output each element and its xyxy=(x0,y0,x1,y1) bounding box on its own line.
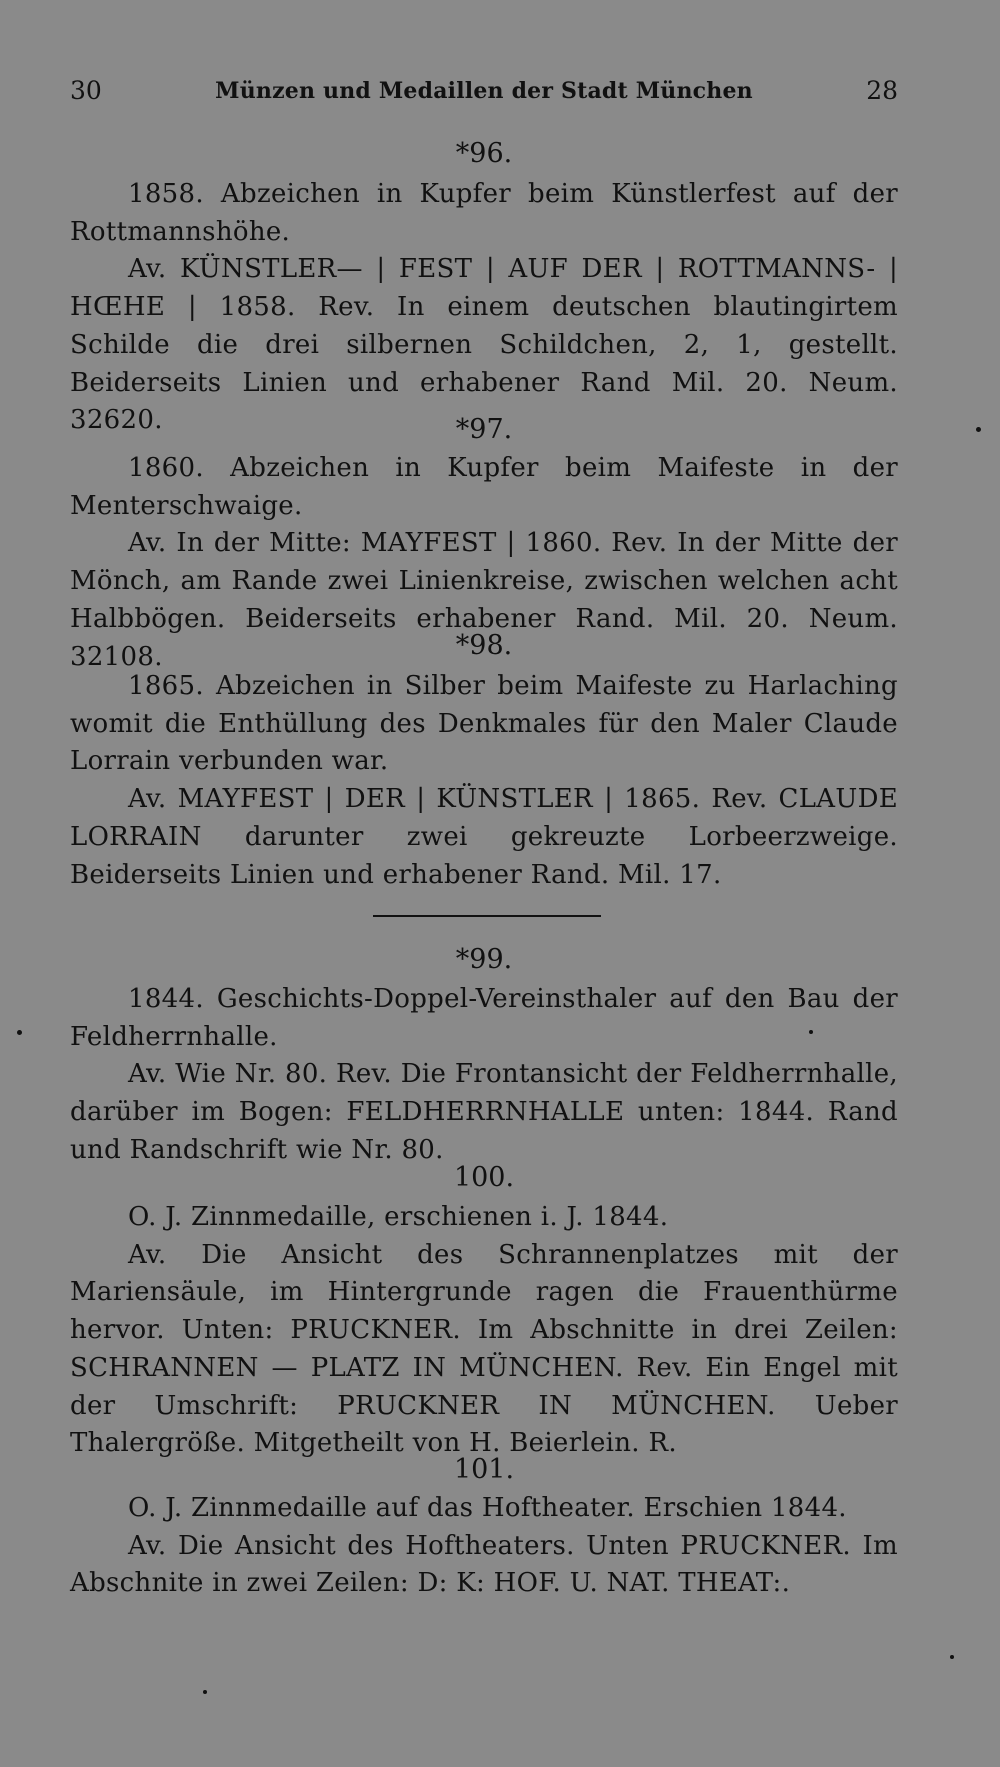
scan-speck xyxy=(809,1030,813,1034)
running-title: Münzen und Medaillen der Stadt München xyxy=(215,78,753,104)
entry-description: 1844. Geschichts-Doppel-Vereinsthaler auf den Bau der Feldherrnhalle. xyxy=(70,984,898,1052)
entry-obverse-reverse: Av. KÜNSTLER— | FEST | AUF DER | ROTTMANNS- | HŒHE | 1858. Rev. In einem deutschen blautingirtem Schilde die drei silbernen Schildchen, 2, 1, gestellt. Beiderseits Linien und erhabener Rand Mil. 20. Neum. 32620. xyxy=(70,254,898,436)
page-header xyxy=(70,76,898,116)
scan-speck xyxy=(203,1690,207,1694)
entry-100 xyxy=(70,1160,898,1196)
entry-description: O. J. Zinnmedaille, erschienen i. J. 1844. xyxy=(128,1202,669,1232)
entry-96 xyxy=(70,136,898,172)
entry-number: 101. xyxy=(453,1454,515,1485)
entry-98-text xyxy=(70,668,898,894)
entry-number: 100. xyxy=(453,1162,515,1193)
entry-100-text xyxy=(70,1199,898,1463)
entry-obverse-reverse: Av. Die Ansicht des Schrannenplatzes mit der Mariensäule, im Hintergrunde ragen die Frauenthürme hervor. Unten: PRUCKNER. Im Abschnitte in drei Zeilen: SCHRANNEN — PLATZ IN MÜNCHEN. Rev. Ein Engel mit der Umschrift: PRUCKNER IN MÜNCHEN. Ueber Thalergröße. Mitgetheilt von H. Beierlein. R. xyxy=(70,1239,898,1459)
entry-99 xyxy=(70,942,898,978)
entry-obverse-reverse: Av. In der Mitte: MAYFEST | 1860. Rev. In der Mitte der Mönch, am Rande zwei Linienkreise, zwischen welchen acht Halbbögen. Beiderseits erhabener Rand. Mil. 20. Neum. 32108. xyxy=(70,528,898,672)
entry-number: *99. xyxy=(455,944,513,975)
entry-101 xyxy=(70,1452,898,1488)
entry-obverse-reverse: Av. MAYFEST | DER | KÜNSTLER | 1865. Rev. CLAUDE LORRAIN darunter zwei gekreuzte Lorbeerzweige. Beiderseits Linien und erhabener Rand. Mil. 17. xyxy=(70,784,898,890)
entry-number: *98. xyxy=(455,630,513,661)
entry-description: 1858. Abzeichen in Kupfer beim Künstlerfest auf der Rottmannshöhe. xyxy=(70,179,898,247)
entry-obverse-reverse: Av. Die Ansicht des Hoftheaters. Unten PRUCKNER. Im Abschnite in zwei Zeilen: D: K: HOF. U. NAT. THEAT:. xyxy=(70,1530,898,1599)
entry-99-text xyxy=(70,981,898,1170)
entry-description: 1865. Abzeichen in Silber beim Maifeste zu Harlaching womit die Enthüllung des Denkmales für den Maler Claude Lorrain verbunden war. xyxy=(70,671,898,777)
entry-number: *96. xyxy=(455,138,513,169)
book-page xyxy=(70,0,898,1767)
entry-description: O. J. Zinnmedaille auf das Hoftheater. Erschien 1844. xyxy=(128,1493,847,1523)
page-number-left: 30 xyxy=(70,76,102,105)
scan-speck xyxy=(976,427,981,432)
entry-obverse-reverse: Av. Wie Nr. 80. Rev. Die Frontansicht der Feldherrnhalle, darüber im Bogen: FELDHERRNHALLE unten: 1844. Rand und Randschrift wie Nr. 80. xyxy=(70,1059,898,1165)
entry-98 xyxy=(70,628,898,664)
scan-speck xyxy=(950,1655,954,1659)
entry-description: 1860. Abzeichen in Kupfer beim Maifeste in der Menterschwaige. xyxy=(70,453,898,521)
page-number-right: 28 xyxy=(866,76,898,105)
entry-101-text xyxy=(70,1490,898,1603)
section-divider xyxy=(373,915,601,917)
scan-speck xyxy=(17,1030,22,1035)
entry-97 xyxy=(70,412,898,448)
entry-96-text xyxy=(70,176,898,440)
entry-number: *97. xyxy=(455,414,513,445)
